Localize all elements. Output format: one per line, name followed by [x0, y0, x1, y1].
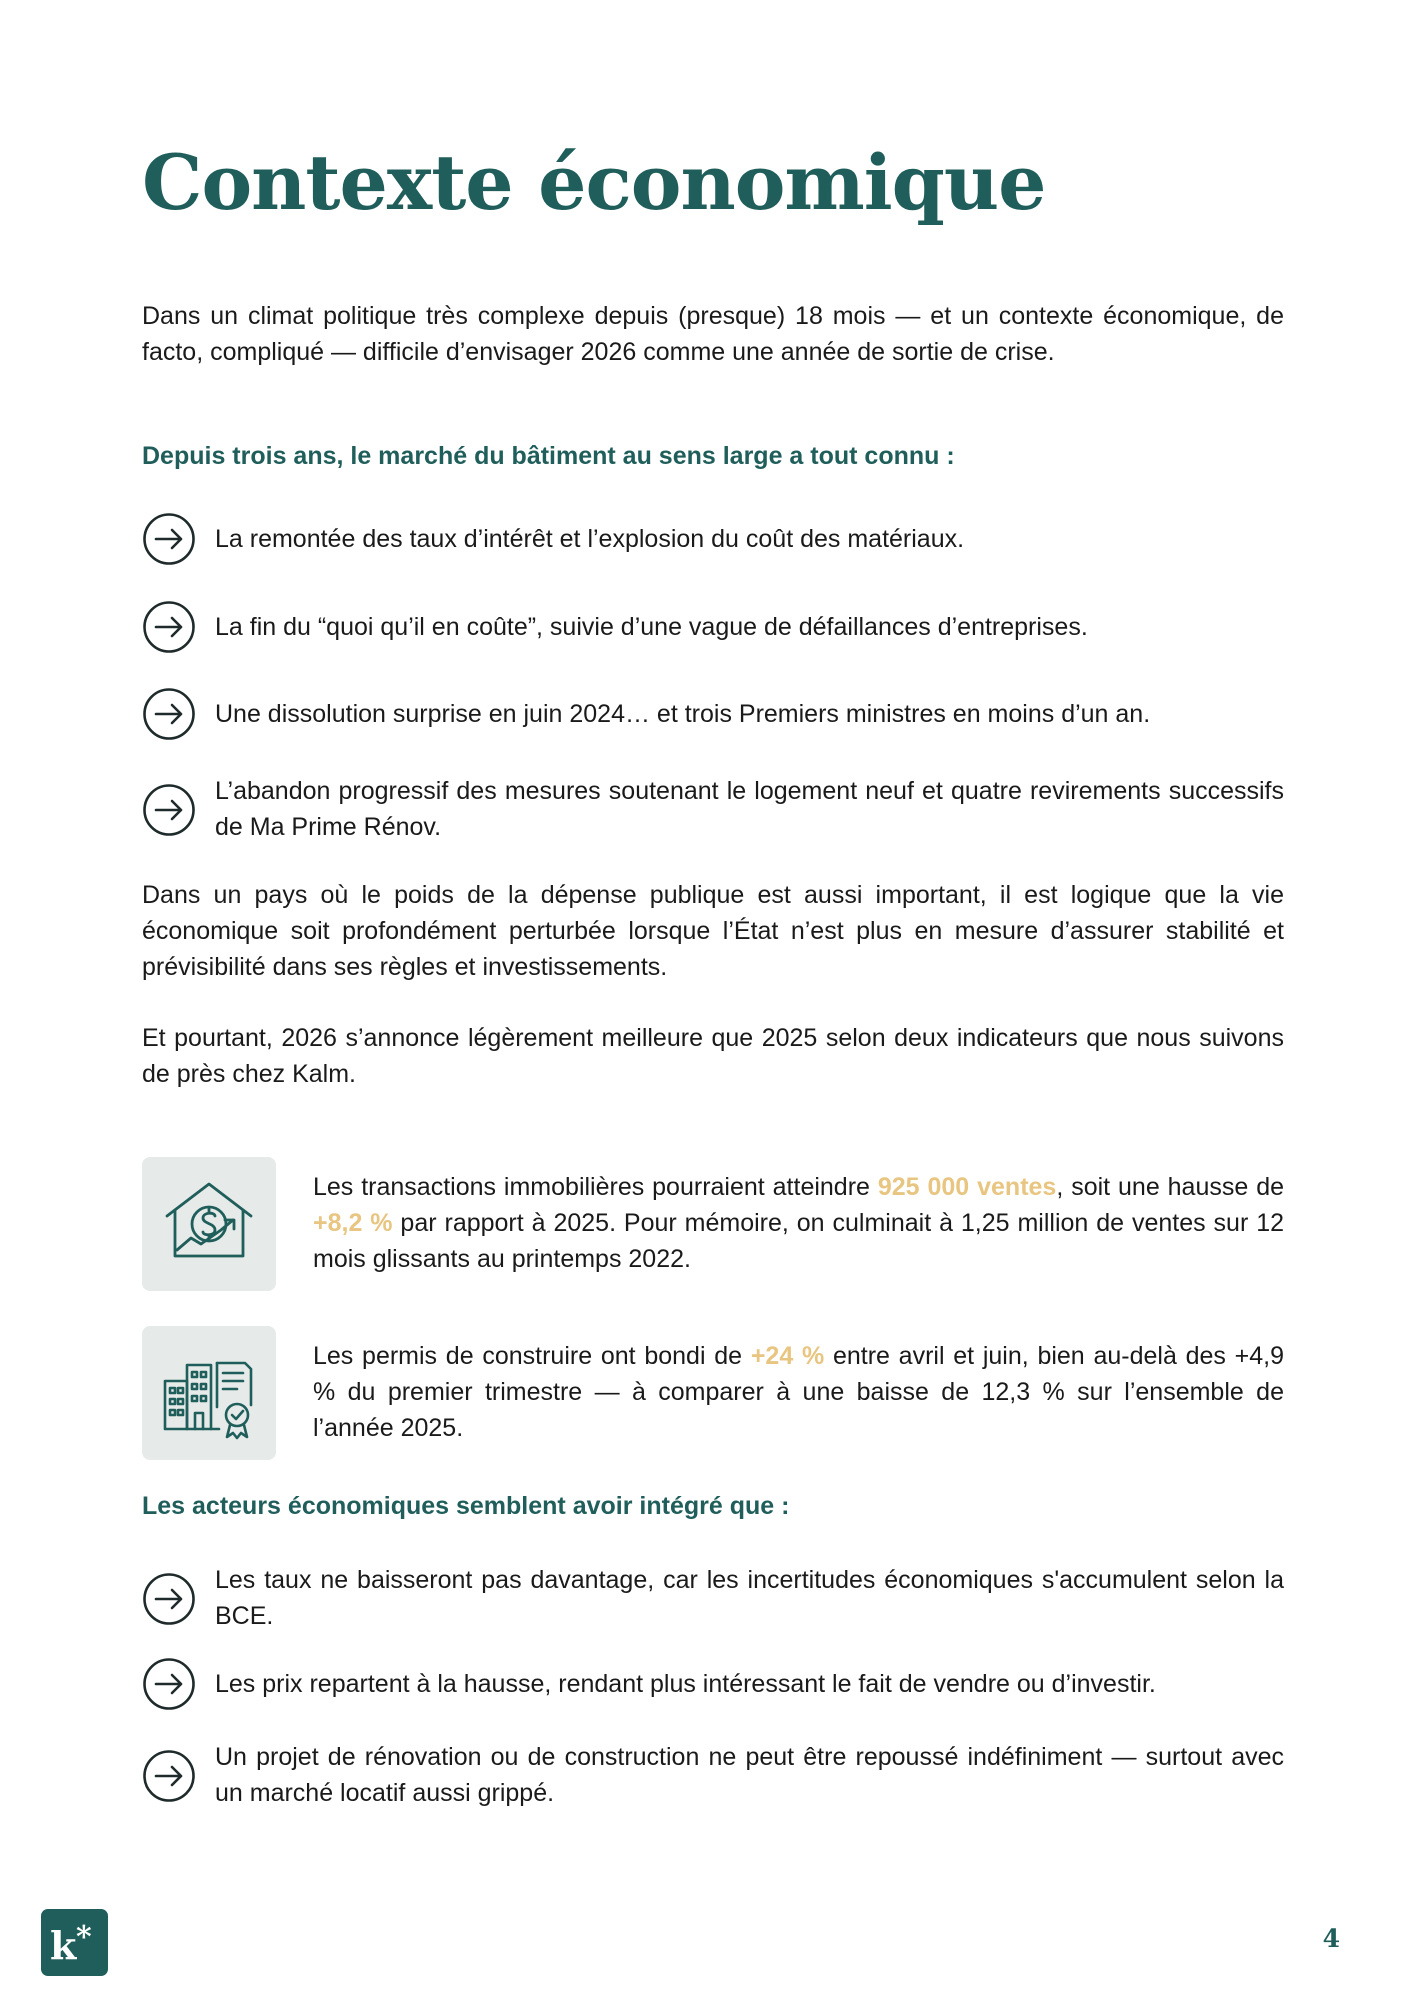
paragraph: Dans un pays où le poids de la dépense publique est aussi important, il est logique que la vie économique soit profondément perturbée lorsque l’État n’est plus en mesure d’assurer stabilité et prévisibilité dans ses règles et investissements. — [142, 881, 1284, 981]
intro-paragraph: Dans un climat politique très complexe depuis (presque) 18 mois — et un contexte économique, de facto, compliqué — difficile d’envisager 2026 comme une année de sortie de crise. — [142, 302, 1284, 366]
svg-text:*: * — [76, 1920, 92, 1955]
list-item-text: Les prix repartent à la hausse, rendant plus intéressant le fait de vendre ou d’investir. — [215, 1670, 1156, 1698]
svg-text:k: k — [50, 1923, 77, 1968]
arrow-right-icon — [142, 512, 196, 566]
arrow-right-icon — [142, 783, 196, 837]
arrow-right-icon — [142, 687, 196, 741]
page-number: 4 — [1322, 1924, 1340, 1953]
list-item-text: Les taux ne baisseront pas davantage, car les incertitudes économiques s'accumulent selon la BCE. — [215, 1566, 1284, 1630]
list-item-text: Un projet de rénovation ou de construction ne peut être repoussé indéfiniment — surtout avec un marché locatif aussi grippé. — [215, 1743, 1284, 1807]
list-item-text: L’abandon progressif des mesures soutenant le logement neuf et quatre revirements successifs de Ma Prime Rénov. — [215, 777, 1284, 841]
stat-text: Les transactions immobilières pourraient atteindre 925 000 ventes, soit une hausse de +8,2 % par rapport à 2025. Pour mémoire, on culminait à 1,25 million de ventes sur 12 mois glissants au printemps 2022. — [313, 1173, 1285, 1273]
highlight-value: +24 % — [750, 1342, 825, 1370]
paragraph: Et pourtant, 2026 s’annonce légèrement meilleure que 2025 selon deux indicateurs que nous suivons de près chez Kalm. — [142, 1024, 1284, 1088]
building-permit-icon — [159, 1343, 259, 1443]
arrow-right-icon — [142, 1572, 196, 1626]
list-item-text: La fin du “quoi qu’il en coûte”, suivie d’une vague de défaillances d’entreprises. — [215, 613, 1088, 641]
section2-heading: Les acteurs économiques semblent avoir intégré que : — [142, 1492, 790, 1520]
highlight-value: +8,2 % — [313, 1209, 393, 1237]
house-dollar-icon — [159, 1174, 259, 1274]
arrow-right-icon — [142, 600, 196, 654]
stat-icon-box — [142, 1326, 276, 1460]
list-item-text: Une dissolution surprise en juin 2024… et trois Premiers ministres en moins d’un an. — [215, 700, 1151, 728]
arrow-right-icon — [142, 1749, 196, 1803]
list-item-text: La remontée des taux d’intérêt et l’explosion du coût des matériaux. — [215, 525, 965, 553]
page-title: Contexte économique — [142, 138, 1046, 227]
brand-logo — [41, 1909, 108, 1976]
arrow-right-icon — [142, 1657, 196, 1711]
kalm-logo-icon — [41, 1909, 108, 1976]
stat-icon-box — [142, 1157, 276, 1291]
highlight-value: 925 000 ventes — [877, 1173, 1057, 1201]
section1-heading: Depuis trois ans, le marché du bâtiment au sens large a tout connu : — [142, 442, 955, 470]
stat-text: Les permis de construire ont bondi de +24 % entre avril et juin, bien au-delà des +4,9 % du premier trimestre — à comparer à une baisse de 12,3 % sur l’ensemble de l’année 2025. — [313, 1342, 1284, 1442]
